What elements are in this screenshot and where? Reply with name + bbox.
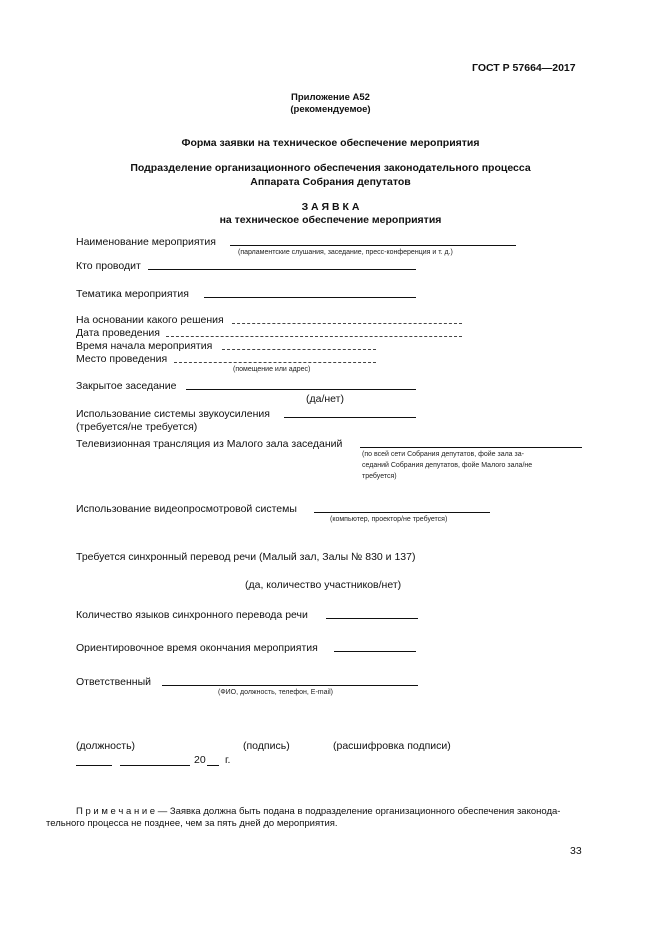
location-hint: (помещение или адрес) <box>233 366 311 373</box>
responsible-hint: (ФИО, должность, телефон, E-mail) <box>218 689 333 696</box>
event-name-label: Наименование мероприятия <box>76 236 216 248</box>
decision-basis-label: На основании какого решения <box>76 314 224 326</box>
sound-system-field[interactable] <box>284 417 416 418</box>
start-time-label: Время начала мероприятия <box>76 340 213 352</box>
organizer-field[interactable] <box>148 269 416 270</box>
end-time-field[interactable] <box>334 651 416 652</box>
department-line1: Подразделение организационного обеспечения законодательного процесса <box>130 162 531 174</box>
note-text2: тельного процесса не позднее, чем за пять дней до мероприятия. <box>46 818 338 829</box>
video-system-hint: (компьютер, проектор/не требуется) <box>330 516 448 523</box>
responsible-field[interactable] <box>162 685 418 686</box>
event-name-hint: (парламентские слушания, заседание, пресс-конференция и т. д.) <box>238 249 453 256</box>
sync-translation-label: Требуется синхронный перевод речи (Малый зал, Залы № 830 и 137) <box>76 551 416 563</box>
end-time-label: Ориентировочное время окончания мероприятия <box>76 642 318 654</box>
signature-day-field[interactable] <box>76 765 112 766</box>
note-line1 <box>76 806 560 817</box>
signature-position-caption: (должность) <box>76 740 136 752</box>
form-title: Форма заявки на техническое обеспечение мероприятия <box>181 137 480 149</box>
request-title: З А Я В К А <box>301 201 360 213</box>
sound-system-label: Использование системы звукоусиления <box>76 408 270 420</box>
responsible-label: Ответственный <box>76 676 151 688</box>
signature-sign-caption: (подпись) <box>243 740 290 752</box>
tv-broadcast-field[interactable] <box>360 447 582 448</box>
signature-year-field[interactable] <box>207 765 219 766</box>
closed-session-hint: (да/нет) <box>306 393 344 405</box>
standard-code: ГОСТ Р 57664—2017 <box>472 62 576 74</box>
sync-translation-hint: (да, количество участников/нет) <box>245 579 402 591</box>
date-field[interactable] <box>166 336 462 337</box>
tv-broadcast-label: Телевизионная трансляция из Малого зала заседаний <box>76 438 343 450</box>
note-text1: — Заявка должна быть подана в подразделение организационного обеспечения законода- <box>155 806 561 817</box>
video-system-field[interactable] <box>314 512 490 513</box>
signature-year-prefix: 20 <box>194 754 206 766</box>
event-name-field[interactable] <box>230 245 516 246</box>
topic-label: Тематика мероприятия <box>76 288 189 300</box>
page-number: 33 <box>570 845 582 857</box>
topic-field[interactable] <box>204 297 416 298</box>
location-label: Место проведения <box>76 353 168 365</box>
signature-decode-caption: (расшифровка подписи) <box>333 740 451 752</box>
signature-month-field[interactable] <box>120 765 190 766</box>
languages-label: Количество языков синхронного перевода речи <box>76 609 308 621</box>
start-time-field[interactable] <box>222 349 376 350</box>
tv-broadcast-hint-3: требуется) <box>362 473 397 480</box>
closed-session-field[interactable] <box>186 389 416 390</box>
signature-year-suffix: г. <box>225 754 231 766</box>
decision-basis-field[interactable] <box>232 323 462 324</box>
sound-system-hint: (требуется/не требуется) <box>76 421 198 433</box>
appendix-subtitle: (рекомендуемое) <box>290 104 371 115</box>
appendix-title: Приложение А52 <box>291 92 370 103</box>
languages-field[interactable] <box>326 618 418 619</box>
closed-session-label: Закрытое заседание <box>76 380 177 392</box>
video-system-label: Использование видеопросмотровой системы <box>76 503 297 515</box>
tv-broadcast-hint-1: (по всей сети Собрания депутатов, фойе зала за- <box>362 451 524 458</box>
request-subtitle: на техническое обеспечение мероприятия <box>219 214 442 226</box>
tv-broadcast-hint-2: седаний Собрания депутатов, фойе Малого зала/не <box>362 462 533 469</box>
note-label: П р и м е ч а н и е <box>76 806 156 817</box>
department-line2: Аппарата Собрания депутатов <box>250 176 411 188</box>
organizer-label: Кто проводит <box>76 260 141 272</box>
date-label: Дата проведения <box>76 327 160 339</box>
location-field[interactable] <box>174 362 376 363</box>
